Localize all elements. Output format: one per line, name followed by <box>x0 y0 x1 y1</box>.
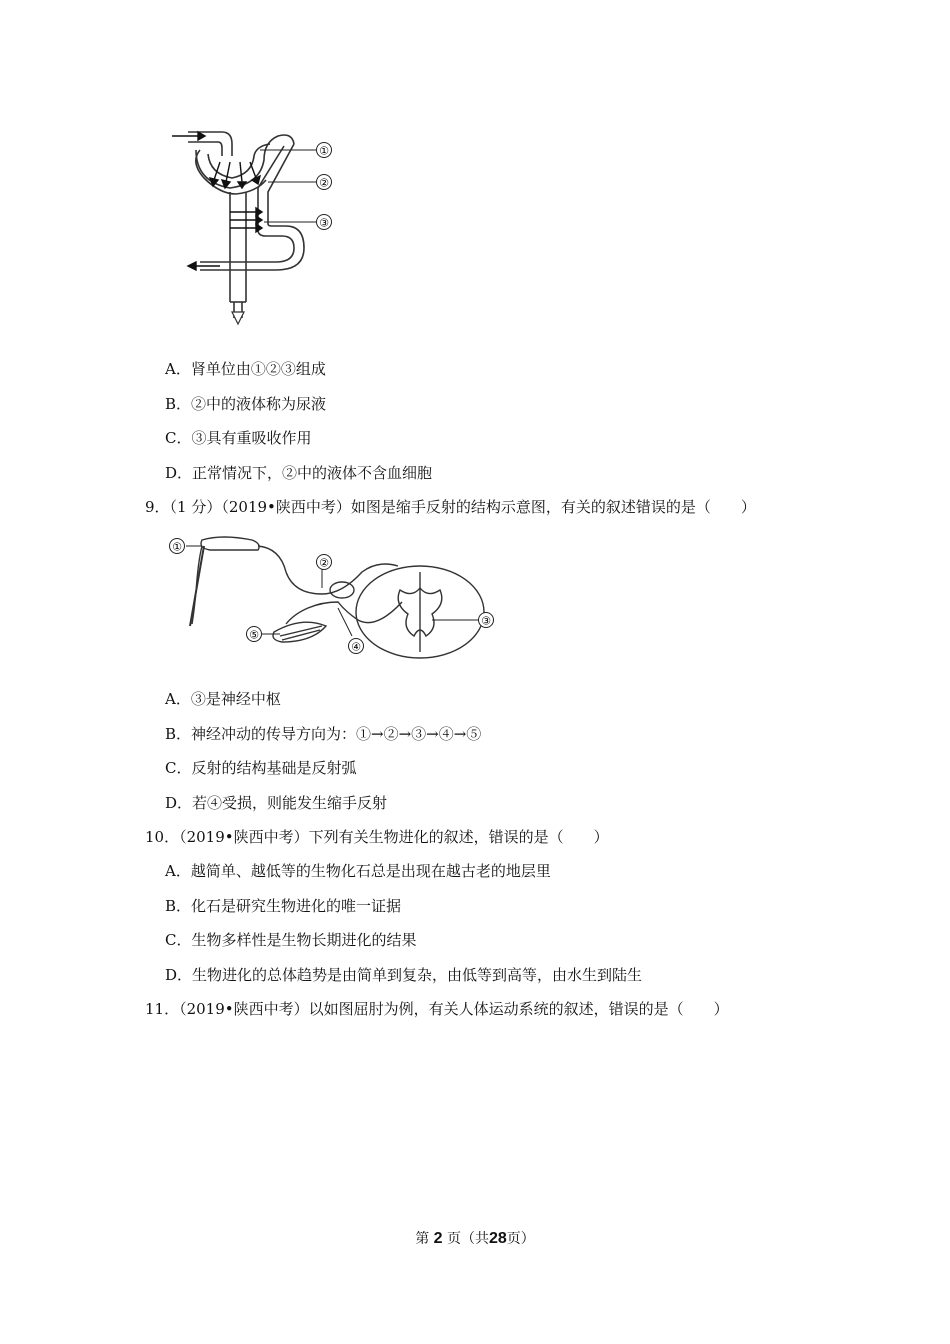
q9-option-a: A．③是神经中枢 <box>165 690 281 708</box>
q9-option-b: B．神经冲动的传导方向为：①→②→③→④→⑤ <box>165 725 482 743</box>
q10-stem: 10．（2019•陕西中考）下列有关生物进化的叙述，错误的是（ ） <box>145 828 609 846</box>
q10-option-d: D．生物进化的总体趋势是由简单到复杂，由低等到高等，由水生到陆生 <box>165 966 643 984</box>
q8-option-b: B．②中的液体称为尿液 <box>165 395 327 413</box>
reflex-arc-diagram <box>162 532 502 660</box>
q9-option-d: D．若④受损，则能发生缩手反射 <box>165 794 388 812</box>
q8-option-d: D．正常情况下，②中的液体不含血细胞 <box>165 464 433 482</box>
nephron-diagram <box>160 122 350 332</box>
q10-option-c: C．生物多样性是生物长期进化的结果 <box>165 931 417 949</box>
q9-option-c: C．反射的结构基础是反射弧 <box>165 759 357 777</box>
q8-option-c: C．③具有重吸收作用 <box>165 429 312 447</box>
reflex-label-2: ② <box>319 556 329 570</box>
page-footer <box>0 1229 950 1249</box>
footer-prefix: 第 <box>415 1231 430 1247</box>
footer-total-pages: 28 <box>489 1230 507 1247</box>
reflex-label-4: ④ <box>351 640 361 654</box>
footer-middle: 页（共 <box>447 1231 489 1247</box>
footer-page-number: 2 <box>433 1230 443 1247</box>
q10-option-a: A．越简单、越低等的生物化石总是出现在越古老的地层里 <box>165 862 551 880</box>
nephron-label-1: ① <box>319 144 329 158</box>
footer-suffix: 页） <box>506 1231 535 1247</box>
q9-stem: 9．（1 分）（2019•陕西中考）如图是缩手反射的结构示意图，有关的叙述错误的是（ ） <box>145 498 756 516</box>
reflex-label-1: ① <box>172 540 182 554</box>
q11-stem: 11．（2019•陕西中考）以如图屈肘为例，有关人体运动系统的叙述，错误的是（ ） <box>145 1000 729 1018</box>
nephron-label-3: ③ <box>319 216 329 230</box>
reflex-label-5: ⑤ <box>249 628 259 642</box>
reflex-label-3: ③ <box>481 614 491 628</box>
nephron-label-2: ② <box>319 176 329 190</box>
q8-option-a: A．肾单位由①②③组成 <box>165 360 326 378</box>
q10-option-b: B．化石是研究生物进化的唯一证据 <box>165 897 402 915</box>
